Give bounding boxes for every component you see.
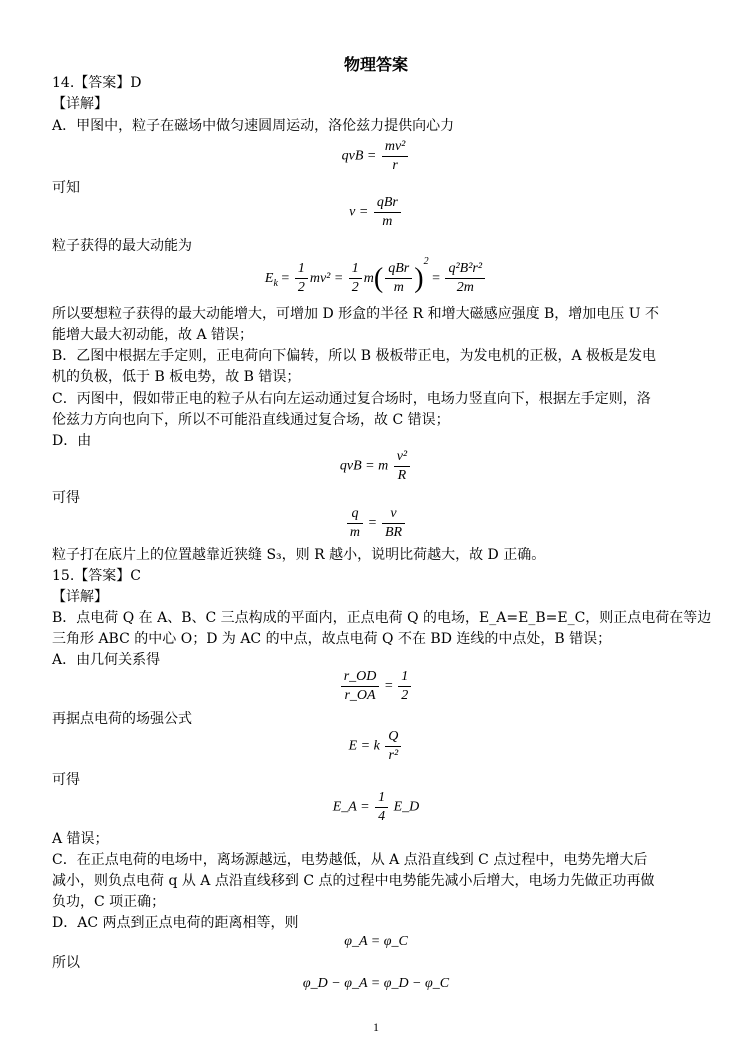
q15-option-a-line1: A．由几何关系得 [52, 652, 161, 668]
denominator: 4 [378, 809, 386, 824]
q15-text-so: 所以 [52, 955, 80, 971]
eq-lhs: E = k [348, 738, 380, 754]
q14-text-thus: 可知 [52, 180, 80, 196]
denominator: 2 [297, 280, 305, 296]
q15-equation-4: φ_A = φ_C [344, 934, 408, 949]
eq-lhs: qvB = m [339, 458, 389, 474]
q14-equation-4 [0, 448, 752, 485]
q14-option-a-line2: 所以要想粒子获得的最大动能增大，可增加 D 形盒的半径 R 和增大磁感应强度 B，增加电压 U 不 [52, 306, 660, 322]
eq-term: E_D [393, 799, 420, 815]
q15-option-c-line3: 负功，C 项正确； [52, 894, 166, 910]
eq-operator: = [368, 515, 377, 531]
fraction [445, 260, 485, 297]
denominator: 2 [351, 280, 359, 296]
denominator: 2 [401, 688, 409, 703]
fraction [295, 260, 308, 297]
q15-option-b-line2: 三角形 ABC 的中心 O；D 为 AC 的中点，故点电荷 Q 不在 BD 连线的中点处，B 错误； [52, 631, 612, 647]
denominator: BR [384, 525, 403, 540]
numerator: mv² [382, 138, 409, 157]
q14-text-max-ke: 粒子获得的最大动能为 [52, 238, 192, 254]
q15-equation-2 [0, 728, 752, 765]
fraction [374, 194, 401, 231]
fraction [385, 260, 412, 297]
numerator: v² [394, 448, 410, 467]
eq-lhs: E [264, 271, 274, 286]
q15-equation-3 [0, 789, 752, 826]
numerator: q [347, 505, 363, 524]
numerator: 1 [398, 668, 411, 687]
fraction [341, 668, 380, 705]
denominator: r [392, 158, 398, 173]
q15-option-a-line2: A 错误； [52, 831, 109, 847]
page-title: 物理答案 [343, 55, 408, 74]
numerator: v [382, 505, 405, 524]
q15-answer: 15.【答案】C [52, 568, 141, 584]
numerator: 1 [375, 789, 388, 808]
fraction [382, 505, 405, 542]
numerator: r_OD [341, 668, 380, 687]
q14-option-a-line1: A．甲图中，粒子在磁场中做匀速圆周运动，洛伦兹力提供向心力 [52, 118, 455, 134]
fraction [394, 448, 410, 485]
q14-option-d-line1: D．由 [52, 433, 92, 449]
q14-option-c-line1: C．丙图中，假如带正电的粒子从右向左运动通过复合场时，电场力竖直向下，根据左手定则，洛 [52, 391, 651, 407]
numerator: qBr [385, 260, 412, 279]
fraction [398, 668, 411, 705]
q14-answer: 14.【答案】D [52, 75, 142, 91]
denominator: R [397, 468, 407, 483]
denominator: m [382, 214, 393, 229]
denominator: r_OA [344, 688, 376, 703]
numerator: q²B²r² [445, 260, 485, 279]
q14-equation-2 [0, 194, 752, 231]
eq-superscript: 2 [423, 256, 429, 267]
fraction [382, 138, 409, 175]
q14-text-then: 可得 [52, 490, 80, 506]
q15-option-c-line2: 减小，则负点电荷 q 从 A 点沿直线移到 C 点的过程中电势能先减小后增大，电场力先做正功再做 [52, 873, 655, 889]
fraction [385, 728, 401, 765]
page-number: 1 [373, 1020, 379, 1034]
q14-equation-5 [0, 505, 752, 542]
denominator: m [393, 280, 404, 296]
q15-option-c-line1: C．在正点电荷的电场中，离场源越远，电势越低，从 A 点沿直线到 C 点过程中，电势先增大后 [52, 852, 648, 868]
fraction [375, 789, 388, 826]
numerator: qBr [374, 194, 401, 213]
q15-text-field-formula: 再据点电荷的场强公式 [52, 711, 192, 727]
denominator: m [349, 525, 361, 540]
q14-option-b-line2: 机的负极，低于 B 板电势，故 B 错误； [52, 369, 301, 385]
q15-option-b-line1: B．点电荷 Q 在 A、B、C 三点构成的平面内，正点电荷 Q 的电场，E_A=E_B=E_C，则正点电荷在等边 [52, 610, 712, 626]
fraction [349, 260, 362, 297]
q15-equation-1: $\frac{r\_OD}{r\_OA}$ = $\frac{1}{2}$ [0, 668, 752, 705]
eq-term: mv² = [309, 271, 344, 286]
eq-lhs: E_A = [332, 799, 370, 815]
q14-equation-3: $E_k$ = $\frac{1}{2}$ mv² = $\frac{1}{2}$ m( $\frac{\text{qBr}}{m}$ )$^2$ = $\frac{\text{q²B²r²}}{2m}$ [0, 256, 752, 297]
denominator: r² [388, 748, 399, 763]
eq-subscript: k [273, 277, 278, 289]
q14-option-a-line3: 能增大最大初动能，故 A 错误； [52, 327, 254, 343]
q15-option-d-line1: D．AC 两点到正点电荷的距离相等，则 [52, 915, 299, 931]
denominator: 2m [456, 280, 474, 296]
q14-option-b-line1: B．乙图中根据左手定则，正电荷向下偏转，所以 B 极板带正电，为发电机的正极，A 极板是发电 [52, 348, 657, 364]
numerator: 1 [349, 260, 362, 279]
numerator: 1 [295, 260, 308, 279]
q14-equation-1 [0, 138, 752, 175]
eq-lhs: qvB = [341, 148, 377, 164]
q14-option-d-line2: 粒子打在底片上的位置越靠近狭缝 S₃，则 R 越小，说明比荷越大，故 D 正确。 [52, 547, 546, 563]
numerator: Q [385, 728, 401, 747]
eq-lhs: v = [349, 204, 369, 220]
q15-detail-heading: 【详解】 [52, 589, 108, 605]
eq-term: m [363, 271, 374, 286]
q15-text-then: 可得 [52, 772, 80, 788]
q15-equation-5: φ_D − φ_A = φ_D − φ_C [302, 976, 450, 991]
fraction [347, 505, 363, 542]
q14-option-c-line2: 伦兹力方向也向下，所以不可能沿直线通过复合场，故 C 错误； [52, 412, 450, 428]
q14-detail-heading: 【详解】 [52, 96, 108, 112]
